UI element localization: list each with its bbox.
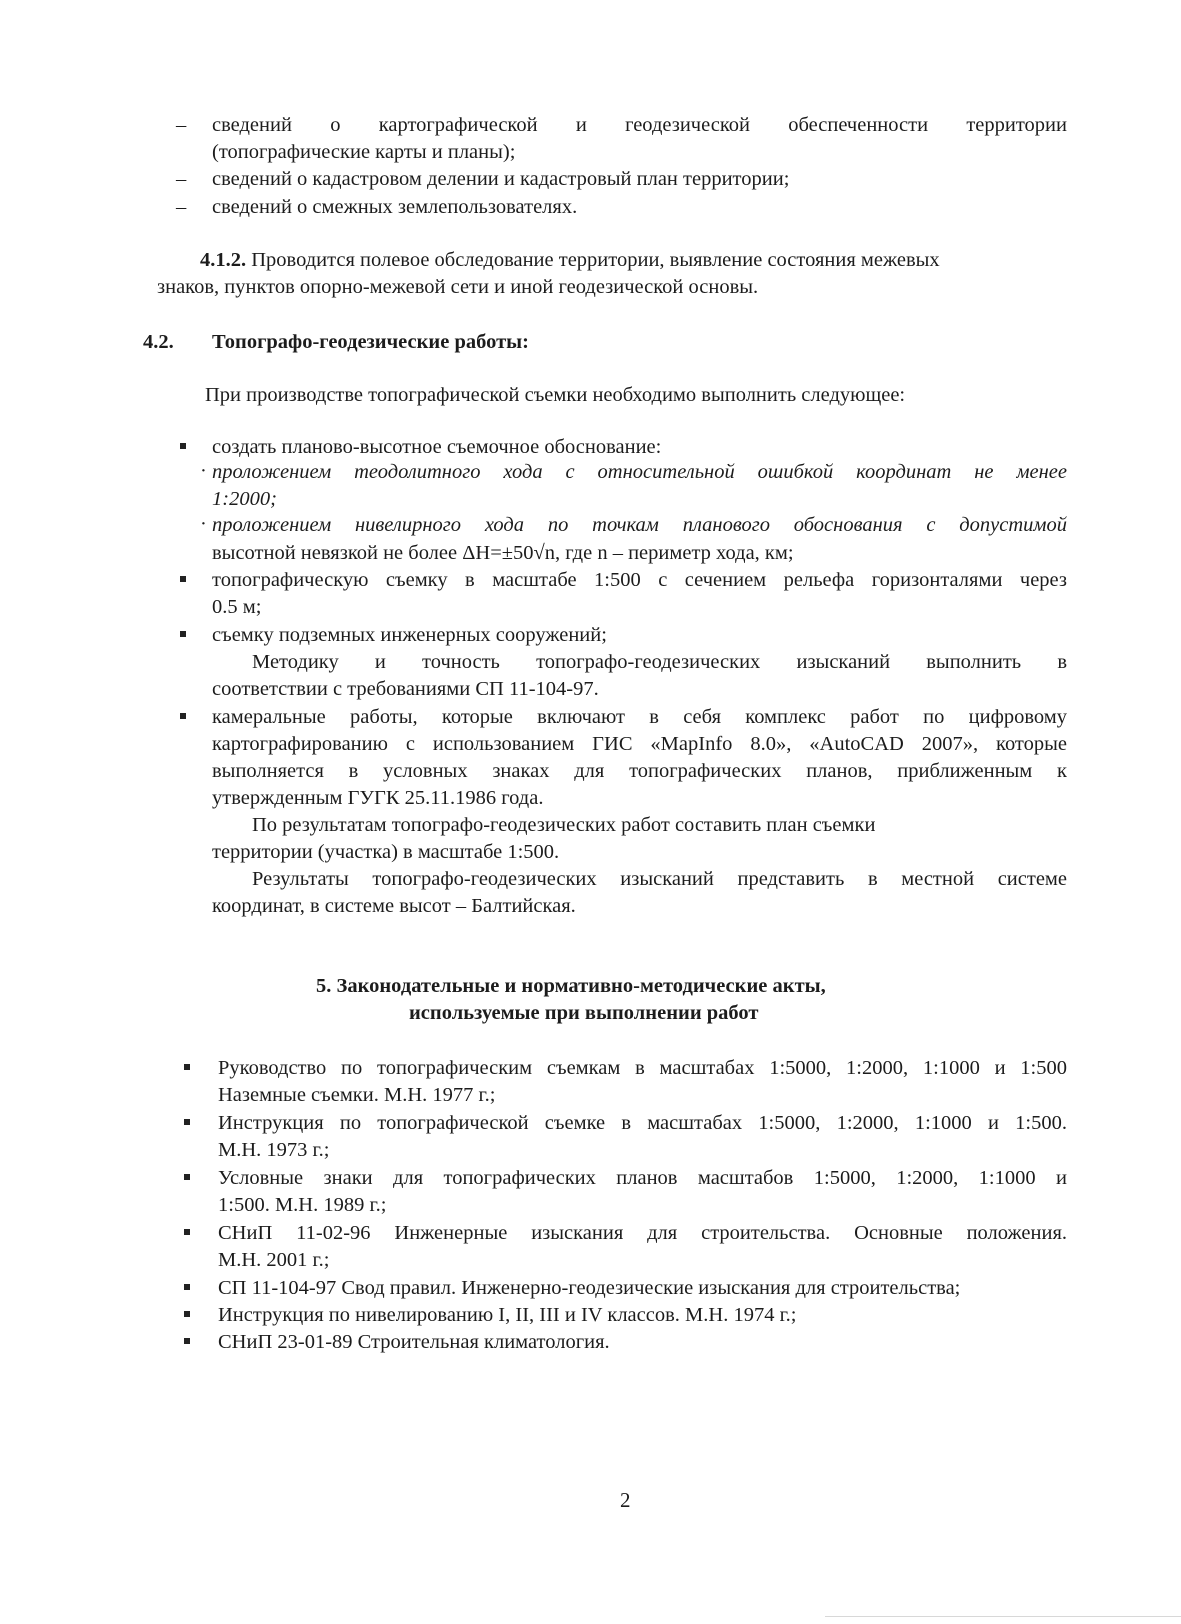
bullet-item-3: съемку подземных инженерных сооружений; [212, 624, 607, 646]
square-bullet-icon [180, 443, 186, 449]
sub-item-2-line-1: проложением нивелирного хода по точкам планового обоснования с допустимой [212, 514, 1067, 536]
act-item-6: Инструкция по нивелированию I, II, III и IV классов. М.Н. 1974 г.; [218, 1304, 797, 1326]
method-paragraph-line-2: соответствии с требованиями СП 11-104-97. [212, 678, 599, 700]
bullet-item-4-line-1: камеральные работы, которые включают в себя комплекс работ по цифровому [212, 706, 1067, 728]
bullet-item-4-line-2: картографированию с использованием ГИС «MapInfo 8.0», «AutoCAD 2007», которые [212, 733, 1067, 755]
paragraph-text-1: Проводится полевое обследование территории, выявление состояния межевых [251, 249, 940, 271]
bullet-item-4-line-4: утвержденным ГУГК 25.11.1986 года. [212, 787, 544, 809]
dot-marker: · [200, 460, 207, 482]
dash-item-1-line-1: сведений о картографической и геодезической обеспеченности территории [212, 114, 1067, 136]
bullet-item-2-line-2: 0.5 м; [212, 596, 262, 618]
dash-marker: – [176, 168, 187, 190]
act-item-5: СП 11-104-97 Свод правил. Инженерно-геодезические изыскания для строительства; [218, 1277, 961, 1299]
results-paragraph2-line-1: Результаты топографо-геодезических изысканий представить в местной системе [252, 868, 1067, 890]
section-5-title-line-1: 5. Законодательные и нормативно-методические акты, [316, 975, 826, 997]
square-bullet-icon [184, 1284, 190, 1290]
act-item-7: СНиП 23-01-89 Строительная климатология. [218, 1331, 610, 1353]
act-item-3-line-2: 1:500. М.Н. 1989 г.; [218, 1194, 387, 1216]
page-number: 2 [620, 1488, 631, 1512]
act-item-1-line-1: Руководство по топографическим съемкам в масштабах 1:5000, 1:2000, 1:1000 и 1:500 [218, 1057, 1067, 1079]
results-paragraph2-line-2: координат, в системе высот – Балтийская. [212, 895, 576, 917]
dash-item-1-line-2: (топографические карты и планы); [212, 141, 516, 163]
square-bullet-icon [184, 1229, 190, 1235]
act-item-1-line-2: Наземные съемки. М.Н. 1977 г.; [218, 1084, 496, 1106]
paragraph-line-2: знаков, пунктов опорно-межевой сети и иной геодезической основы. [157, 276, 759, 298]
bullet-item-1: создать планово-высотное съемочное обоснование: [212, 436, 662, 458]
act-item-3-line-1: Условные знаки для топографических планов масштабов 1:5000, 1:2000, 1:1000 и [218, 1167, 1067, 1189]
dash-item-2: сведений о кадастровом делении и кадастровый план территории; [212, 168, 790, 190]
square-bullet-icon [184, 1174, 190, 1180]
square-bullet-icon [184, 1064, 190, 1070]
dash-item-3: сведений о смежных землепользователях. [212, 196, 578, 218]
scan-edge-divider [825, 1616, 1181, 1617]
section-title: Топографо-геодезические работы: [212, 331, 529, 353]
paragraph-line-1 [200, 247, 940, 274]
act-item-2-line-2: М.Н. 1973 г.; [218, 1139, 330, 1161]
act-item-2-line-1: Инструкция по топографической съемке в масштабах 1:5000, 1:2000, 1:1000 и 1:500. [218, 1112, 1067, 1134]
sub-item-2-line-2: высотной невязкой не более ΔH=±50√n, где n – периметр хода, км; [212, 542, 794, 564]
sub-item-1-line-2: 1:2000; [212, 488, 277, 510]
square-bullet-icon [180, 631, 186, 637]
intro-text: При производстве топографической съемки необходимо выполнить следующее: [205, 384, 906, 406]
act-item-4-line-2: М.Н. 2001 г.; [218, 1249, 330, 1271]
dot-marker: · [200, 513, 207, 535]
act-item-4-line-1: СНиП 11-02-96 Инженерные изыскания для строительства. Основные положения. [218, 1222, 1067, 1244]
results-paragraph-line-2: территории (участка) в масштабе 1:500. [212, 841, 560, 863]
section-number: 4.2. [143, 331, 174, 353]
bullet-item-2-line-1: топографическую съемку в масштабе 1:500 с сечением рельефа горизонталями через [212, 569, 1067, 591]
paragraph-number: 4.1.2. [200, 249, 247, 271]
square-bullet-icon [184, 1119, 190, 1125]
dash-marker: – [176, 114, 187, 136]
method-paragraph-line-1: Методику и точность топографо-геодезических изысканий выполнить в [252, 651, 1067, 673]
square-bullet-icon [184, 1338, 190, 1344]
sub-item-1-line-1: проложением теодолитного хода с относительной ошибкой координат не менее [212, 461, 1067, 483]
square-bullet-icon [180, 713, 186, 719]
square-bullet-icon [180, 576, 186, 582]
results-paragraph-line-1: По результатам топографо-геодезических работ составить план съемки [252, 814, 876, 836]
section-5-title-line-2: используемые при выполнении работ [409, 1002, 759, 1024]
square-bullet-icon [184, 1311, 190, 1317]
bullet-item-4-line-3: выполняется в условных знаках для топографических планов, приближенным к [212, 760, 1067, 782]
dash-marker: – [176, 196, 187, 218]
